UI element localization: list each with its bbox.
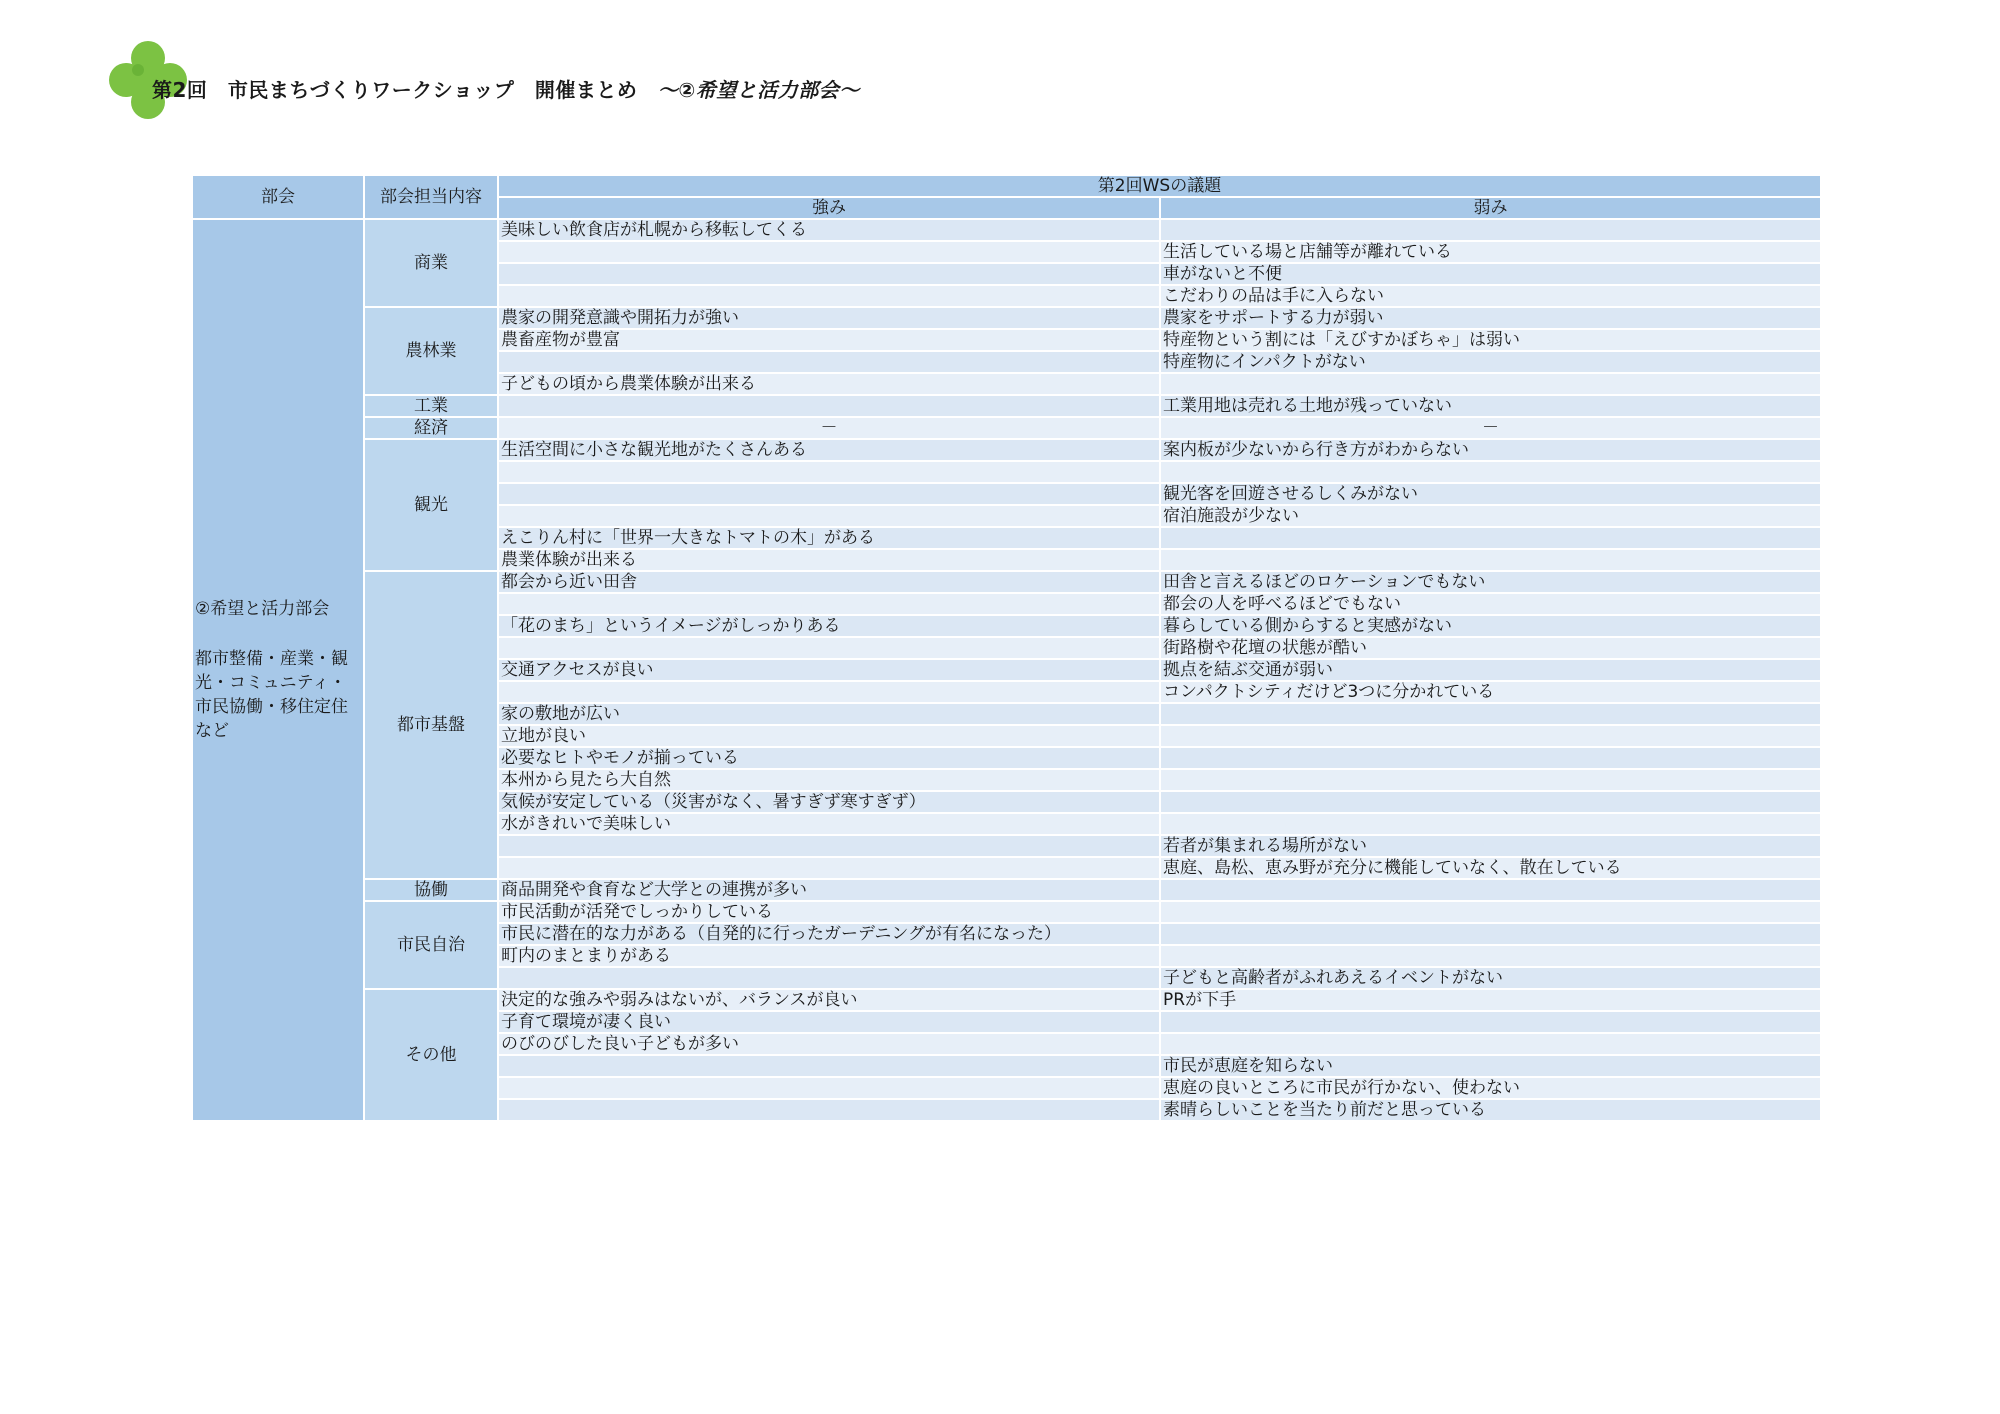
- category-cell: 協働: [364, 879, 498, 901]
- weakness-cell: 恵庭の良いところに市民が行かない、使わない: [1160, 1077, 1821, 1099]
- strength-cell: [498, 241, 1160, 263]
- table-row: [192, 571, 1821, 593]
- strength-cell: 美味しい飲食店が札幌から移転してくる: [498, 219, 1160, 241]
- strength-cell: えこりん村に「世界一大きなトマトの木」がある: [498, 527, 1160, 549]
- weakness-cell: [1160, 945, 1821, 967]
- header-tanto: 部会担当内容: [364, 175, 498, 219]
- strength-cell: 「花のまち」というイメージがしっかりある: [498, 615, 1160, 637]
- weakness-cell: 特産物にインパクトがない: [1160, 351, 1821, 373]
- strength-cell: のびのびした良い子どもが多い: [498, 1033, 1160, 1055]
- table-row: [192, 219, 1821, 241]
- table-row: [192, 879, 1821, 901]
- weakness-cell: 特産物という割には「えびすかぼちゃ」は弱い: [1160, 329, 1821, 351]
- category-cell: 都市基盤: [364, 571, 498, 879]
- category-cell: 経済: [364, 417, 498, 439]
- weakness-cell: [1160, 769, 1821, 791]
- weakness-cell: [1160, 791, 1821, 813]
- weakness-cell: 素晴らしいことを当たり前だと思っている: [1160, 1099, 1821, 1121]
- strength-cell: [498, 681, 1160, 703]
- header-weaknesses: 弱み: [1160, 197, 1821, 219]
- strength-cell: [498, 1099, 1160, 1121]
- strength-cell: 子どもの頃から農業体験が出来る: [498, 373, 1160, 395]
- strength-cell: 決定的な強みや弱みはないが、バランスが良い: [498, 989, 1160, 1011]
- strength-cell: [498, 483, 1160, 505]
- weakness-cell: 生活している場と店舗等が離れている: [1160, 241, 1821, 263]
- weakness-cell: [1160, 725, 1821, 747]
- ws-summary-table: [191, 174, 1822, 1122]
- table-row: [192, 439, 1821, 461]
- table-row: [192, 901, 1821, 923]
- strength-cell: [498, 835, 1160, 857]
- weakness-cell: [1160, 1011, 1821, 1033]
- weakness-cell: 車がないと不便: [1160, 263, 1821, 285]
- weakness-cell: 都会の人を呼べるほどでもない: [1160, 593, 1821, 615]
- weakness-cell: 暮らしている側からすると実感がない: [1160, 615, 1821, 637]
- weakness-cell: 宿泊施設が少ない: [1160, 505, 1821, 527]
- page-title-main: 第2回 市民まちづくりワークショップ 開催まとめ: [152, 78, 658, 102]
- strength-cell: 本州から見たら大自然: [498, 769, 1160, 791]
- weakness-cell: 若者が集まれる場所がない: [1160, 835, 1821, 857]
- weakness-cell: 農家をサポートする力が弱い: [1160, 307, 1821, 329]
- table-row: [192, 989, 1821, 1011]
- weakness-cell: [1160, 549, 1821, 571]
- strength-cell: [498, 967, 1160, 989]
- weakness-cell: 市民が恵庭を知らない: [1160, 1055, 1821, 1077]
- category-cell: 工業: [364, 395, 498, 417]
- weakness-cell: こだわりの品は手に入らない: [1160, 285, 1821, 307]
- strength-cell: 町内のまとまりがある: [498, 945, 1160, 967]
- strength-cell: 気候が安定している（災害がなく、暑すぎず寒すぎず）: [498, 791, 1160, 813]
- strength-cell: 都会から近い田舎: [498, 571, 1160, 593]
- category-cell: 商業: [364, 219, 498, 307]
- category-cell: 観光: [364, 439, 498, 571]
- strength-cell: [498, 285, 1160, 307]
- strength-cell: 交通アクセスが良い: [498, 659, 1160, 681]
- strength-cell: 水がきれいで美味しい: [498, 813, 1160, 835]
- strength-cell: [498, 593, 1160, 615]
- weakness-cell: [1160, 879, 1821, 901]
- category-cell: 市民自治: [364, 901, 498, 989]
- weakness-cell: [1160, 219, 1821, 241]
- strength-cell: [498, 263, 1160, 285]
- weakness-cell: 工業用地は売れる土地が残っていない: [1160, 395, 1821, 417]
- strength-cell: [498, 395, 1160, 417]
- strength-cell: －: [498, 417, 1160, 439]
- bukai-scope: 都市整備・産業・観光・コミュニティ・市民協働・移住定住など: [195, 649, 348, 741]
- strength-cell: [498, 857, 1160, 879]
- weakness-cell: [1160, 923, 1821, 945]
- weakness-cell: 子どもと高齢者がふれあえるイベントがない: [1160, 967, 1821, 989]
- table-row: [192, 395, 1821, 417]
- strength-cell: 商品開発や食育など大学との連携が多い: [498, 879, 1160, 901]
- weakness-cell: [1160, 703, 1821, 725]
- page-title: [152, 74, 860, 103]
- strength-cell: [498, 505, 1160, 527]
- bukai-cell: [192, 219, 364, 1121]
- strength-cell: 生活空間に小さな観光地がたくさんある: [498, 439, 1160, 461]
- strength-cell: 家の敷地が広い: [498, 703, 1160, 725]
- weakness-cell: コンパクトシティだけど3つに分かれている: [1160, 681, 1821, 703]
- weakness-cell: 田舎と言えるほどのロケーションでもない: [1160, 571, 1821, 593]
- strength-cell: 農業体験が出来る: [498, 549, 1160, 571]
- weakness-cell: 拠点を結ぶ交通が弱い: [1160, 659, 1821, 681]
- weakness-cell: [1160, 901, 1821, 923]
- weakness-cell: 恵庭、島松、恵み野が充分に機能していなく、散在している: [1160, 857, 1821, 879]
- header-bukai: 部会: [192, 175, 364, 219]
- weakness-cell: [1160, 747, 1821, 769]
- weakness-cell: [1160, 527, 1821, 549]
- header-ws-topic: 第2回WSの議題: [498, 175, 1821, 197]
- strength-cell: [498, 1077, 1160, 1099]
- strength-cell: [498, 461, 1160, 483]
- weakness-cell: [1160, 461, 1821, 483]
- category-cell: その他: [364, 989, 498, 1121]
- weakness-cell: [1160, 373, 1821, 395]
- table-body: [192, 219, 1821, 1121]
- strength-cell: 子育て環境が凄く良い: [498, 1011, 1160, 1033]
- strength-cell: 市民活動が活発でしっかりしている: [498, 901, 1160, 923]
- weakness-cell: [1160, 1033, 1821, 1055]
- page-title-sub: ～②希望と活力部会～: [657, 78, 860, 102]
- weakness-cell: 街路樹や花壇の状態が酷い: [1160, 637, 1821, 659]
- table-row: [192, 307, 1821, 329]
- strength-cell: 農家の開発意識や開拓力が強い: [498, 307, 1160, 329]
- strength-cell: 市民に潜在的な力がある（自発的に行ったガーデニングが有名になった）: [498, 923, 1160, 945]
- weakness-cell: 案内板が少ないから行き方がわからない: [1160, 439, 1821, 461]
- weakness-cell: PRが下手: [1160, 989, 1821, 1011]
- weakness-cell: 観光客を回遊させるしくみがない: [1160, 483, 1821, 505]
- weakness-cell: [1160, 813, 1821, 835]
- category-cell: 農林業: [364, 307, 498, 395]
- bukai-name: ②希望と活力部会: [195, 599, 330, 619]
- strength-cell: [498, 351, 1160, 373]
- strength-cell: 必要なヒトやモノが揃っている: [498, 747, 1160, 769]
- strength-cell: [498, 637, 1160, 659]
- strength-cell: 農畜産物が豊富: [498, 329, 1160, 351]
- strength-cell: 立地が良い: [498, 725, 1160, 747]
- table-row: [192, 417, 1821, 439]
- strength-cell: [498, 1055, 1160, 1077]
- weakness-cell: －: [1160, 417, 1821, 439]
- header-strengths: 強み: [498, 197, 1160, 219]
